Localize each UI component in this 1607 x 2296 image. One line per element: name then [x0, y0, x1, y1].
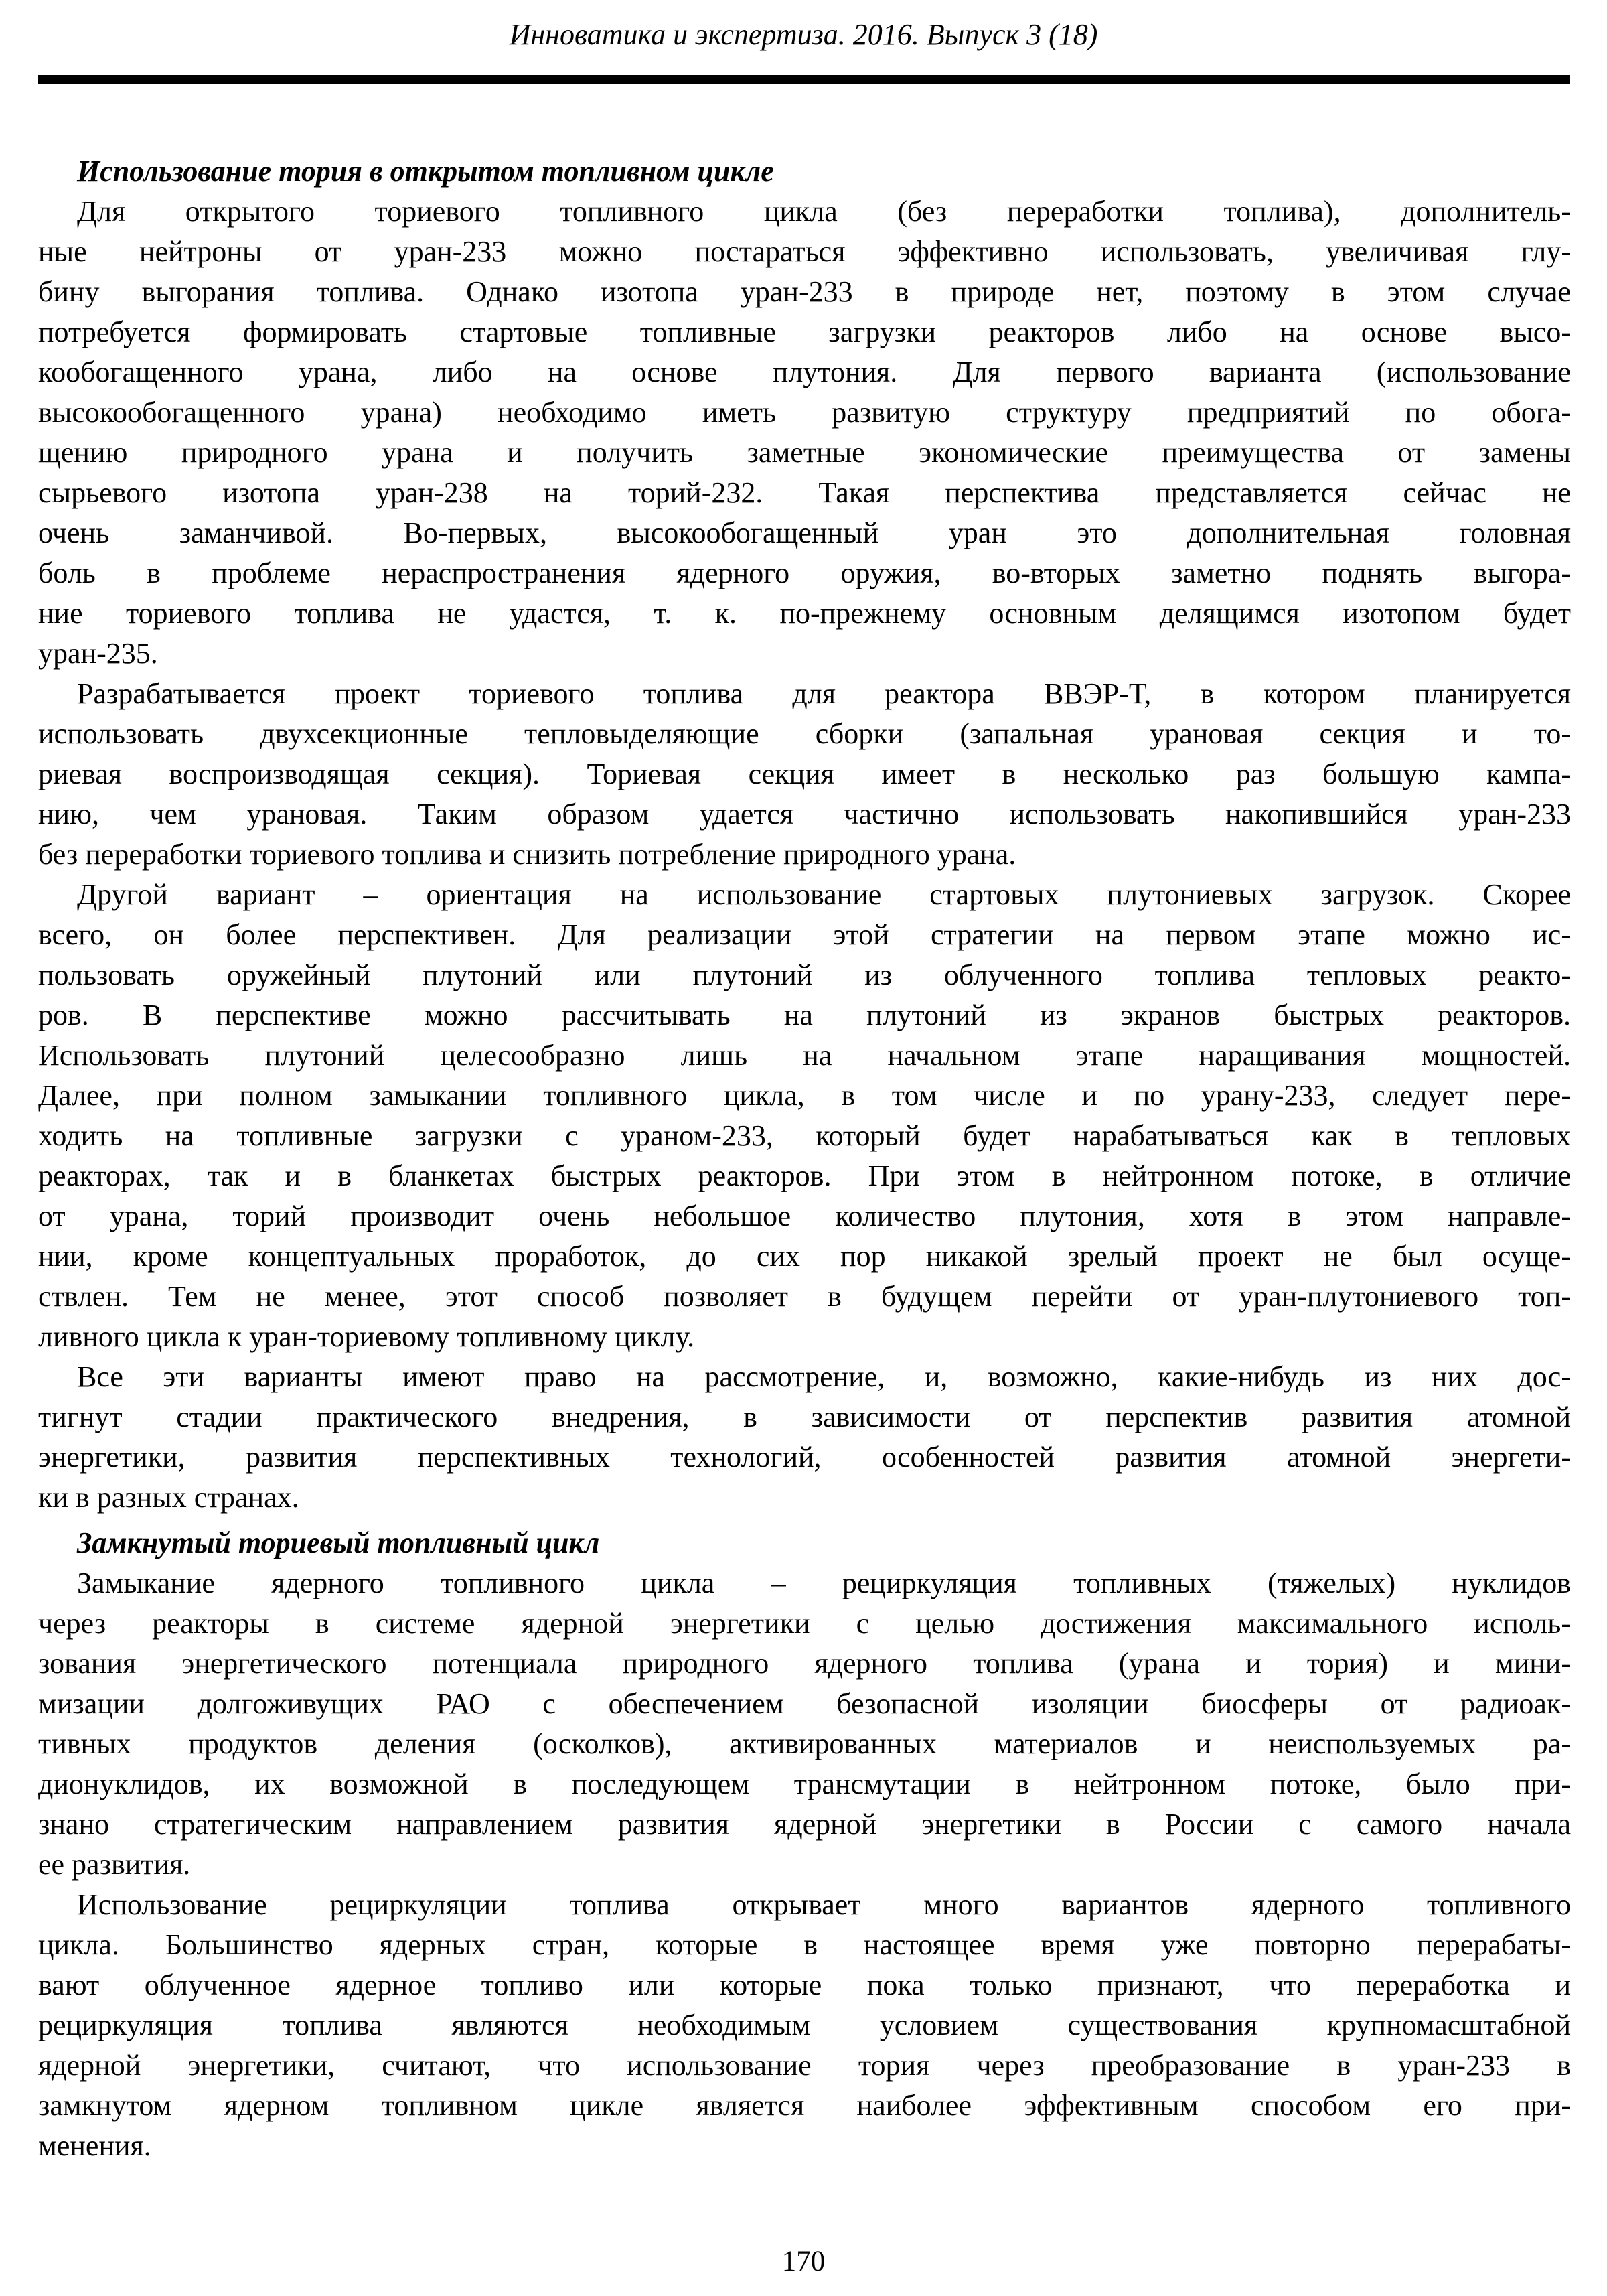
text-line: Далее, при полном замыкании топливного цикла, в том числе и по урану-233, следует пере-: [38, 1079, 1571, 1112]
text-line: Разрабатывается проект ториевого топлива для реактора ВВЭР-Т, в котором планируется: [77, 677, 1571, 710]
paragraph: [38, 674, 1571, 875]
text-line: Использовать плутоний целесообразно лишь на начальном этапе наращивания мощностей.: [38, 1039, 1571, 1072]
text-line: ядерной энергетики, считают, что использование тория через преобразование в уран-233 в: [38, 2049, 1571, 2082]
text-line: зования энергетического потенциала природного ядерного топлива (урана и тория) и мини-: [38, 1647, 1571, 1680]
text-line: тигнут стадии практического внедрения, в зависимости от перспектив развития атомной: [38, 1401, 1571, 1433]
text-line: высокообогащенного урана) необходимо иметь развитую структуру предприятий по обога-: [38, 396, 1571, 429]
text-line: ходить на топливные загрузки с ураном-233, который будет нарабатываться как в тепловых: [38, 1119, 1571, 1152]
text-line: тивных продуктов деления (осколков), активированных материалов и неиспользуемых ра-: [38, 1727, 1571, 1760]
text-line: цикла. Большинство ядерных стран, которые в настоящее время уже повторно перерабаты-: [38, 1928, 1571, 1961]
text-line: нии, кроме концептуальных проработок, до сих пор никакой зрелый проект не был осуще-: [38, 1240, 1571, 1273]
header-rule: [38, 75, 1570, 84]
text-line: без переработки ториевого топлива и снизить потребление природного урана.: [38, 838, 1016, 871]
paragraph: [38, 1885, 1571, 2166]
text-line: риевая воспроизводящая секция). Ториевая секция имеет в несколько раз большую кампа-: [38, 758, 1571, 790]
text-line: кообогащенного урана, либо на основе плутония. Для первого варианта (использование: [38, 356, 1571, 388]
text-line: вают облученное ядерное топливо или которые пока только признают, что переработка и: [38, 1968, 1571, 2001]
text-line: Другой вариант – ориентация на использование стартовых плутониевых загрузок. Скорее: [77, 878, 1571, 911]
text-line: энергетики, развития перспективных технологий, особенностей развития атомной энергети-: [38, 1441, 1571, 1474]
text-line: ки в разных странах.: [38, 1481, 299, 1514]
text-line: бину выгорания топлива. Однако изотопа уран-233 в природе нет, поэтому в этом случае: [38, 275, 1571, 308]
text-line: знано стратегическим направлением развития ядерной энергетики в России с самого начала: [38, 1808, 1571, 1841]
text-line: потребуется формировать стартовые топливные загрузки реакторов либо на основе высо-: [38, 315, 1571, 348]
text-line: Использование рециркуляции топлива открывает много вариантов ядерного топливного: [77, 1888, 1571, 1921]
text-line: уран-235.: [38, 637, 158, 670]
text-line: очень заманчивой. Во-первых, высокообогащенный уран это дополнительная головная: [38, 516, 1571, 549]
text-line: замкнутом ядерном топливном цикле является наиболее эффективным способом его при-: [38, 2089, 1571, 2122]
text-line: через реакторы в системе ядерной энергетики с целью достижения максимального исполь-: [38, 1607, 1571, 1640]
paragraph: [38, 192, 1571, 674]
text-line: мизации долгоживущих РАО с обеспечением безопасной изоляции биосферы от радиоак-: [38, 1687, 1571, 1720]
page-number: 170: [781, 2246, 826, 2277]
text-line: ные нейтроны от уран-233 можно постараться эффективно использовать, увеличивая глу-: [38, 235, 1571, 268]
section-heading: Использование тория в открытом топливном цикле: [77, 155, 774, 188]
paragraph: [38, 875, 1571, 1357]
text-line: боль в проблеме нераспространения ядерного оружия, во-вторых заметно поднять выгора-: [38, 557, 1571, 589]
text-line: нию, чем урановая. Таким образом удается частично использовать накопившийся уран-233: [38, 798, 1571, 831]
paragraph: [38, 1357, 1571, 1518]
text-line: сырьевого изотопа уран-238 на торий-232. Такая перспектива представляется сейчас не: [38, 476, 1571, 509]
text-line: ливного цикла к уран-ториевому топливному циклу.: [38, 1320, 695, 1353]
text-line: дионуклидов, их возможной в последующем трансмутации в нейтронном потоке, было при-: [38, 1768, 1571, 1800]
section-heading: Замкнутый ториевый топливный цикл: [77, 1526, 600, 1559]
text-line: ров. В перспективе можно рассчитывать на плутоний из экранов быстрых реакторов.: [38, 999, 1571, 1031]
journal-running-head: Инноватика и экспертиза. 2016. Выпуск 3 (18): [509, 18, 1098, 51]
text-line: ствлен. Тем не менее, этот способ позволяет в будущем перейти от уран-плутониевого топ-: [38, 1280, 1571, 1313]
text-line: Все эти варианты имеют право на рассмотрение, и, возможно, какие-нибудь из них дос-: [77, 1360, 1571, 1393]
text-line: щению природного урана и получить заметные экономические преимущества от замены: [38, 436, 1571, 469]
text-line: менения.: [38, 2129, 151, 2162]
text-line: использовать двухсекционные тепловыделяющие сборки (запальная урановая секция и то-: [38, 717, 1571, 750]
text-line: рециркуляция топлива являются необходимым условием существования крупномасштабной: [38, 2009, 1571, 2041]
paragraph: [38, 1563, 1571, 1885]
text-block: [38, 151, 1571, 2166]
text-line: Замыкание ядерного топливного цикла – рециркуляция топливных (тяжелых) нуклидов: [77, 1567, 1571, 1599]
text-line: пользовать оружейный плутоний или плутоний из облученного топлива тепловых реакто-: [38, 958, 1571, 991]
text-line: ее развития.: [38, 1848, 191, 1881]
text-line: реакторах, так и в бланкетах быстрых реакторов. При этом в нейтронном потоке, в отличие: [38, 1159, 1571, 1192]
text-line: от урана, торий производит очень небольшое количество плутония, хотя в этом направле-: [38, 1200, 1571, 1232]
text-line: Для открытого ториевого топливного цикла (без переработки топлива), дополнитель-: [77, 195, 1571, 228]
text-line: ние ториевого топлива не удастся, т. к. по-прежнему основным делящимся изотопом будет: [38, 597, 1571, 630]
text-line: всего, он более перспективен. Для реализации этой стратегии на первом этапе можно ис-: [38, 918, 1571, 951]
